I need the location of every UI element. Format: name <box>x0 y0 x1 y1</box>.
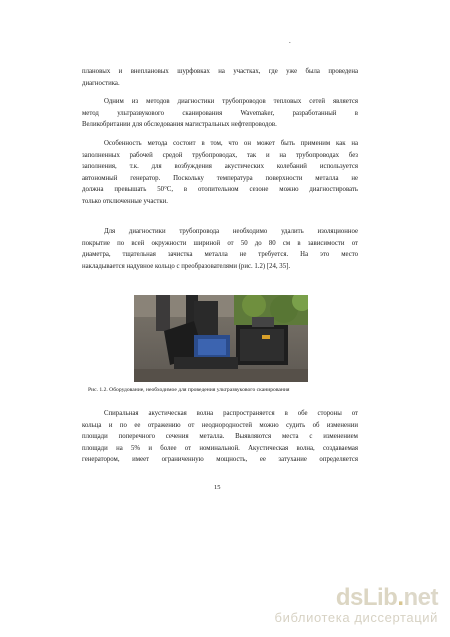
dslib-watermark <box>275 585 438 625</box>
page-number: 15 <box>214 484 221 491</box>
text-line: метод ультразвукового сканирования Wavemaker, разработанный в <box>82 109 358 117</box>
text-line: площади поперечного сечения металла. Выявляются места с изменением <box>82 433 358 441</box>
text-line: площади на 5% и более от номинальной. Акустическая волна, создаваемая <box>82 444 358 452</box>
text-line: автономный генератор. Поскольку температура поверхности металла не <box>82 174 358 182</box>
text-line: заполнения, т.к. для возбуждения акустических колебаний используется <box>82 163 358 171</box>
header-mark: . <box>289 37 291 45</box>
equipment-photo <box>134 295 308 382</box>
equipment-photo-image <box>134 295 308 382</box>
logo-part: dsLib <box>335 584 398 611</box>
paragraph-5 <box>82 408 358 466</box>
text-line: только отключенные участки. <box>82 197 168 205</box>
paragraph-2 <box>82 96 358 131</box>
text-line: генератором, имеет ограниченную мощность, ее затухание определяется <box>82 456 358 464</box>
text-line: Особенность метода состоит в том, что он может быть применим как на <box>104 140 358 147</box>
text-line: Для диагностики трубопровода необходимо удалить изоляционное <box>104 228 358 235</box>
text-line: покрытие по всей окружности шириной от 50 до 80 см в зависимости от <box>82 239 358 247</box>
watermark-subtitle: библиотека диссертаций <box>274 610 438 625</box>
paragraph-4 <box>82 226 358 272</box>
text-line: диагностика. <box>82 79 120 87</box>
dslib-logo <box>275 585 438 611</box>
text-line: плановых и внеплановых шурфовках на участках, где уже была проведена <box>82 68 358 75</box>
text-line: Великобритании для обследования магистральных нефтепроводов. <box>82 121 277 129</box>
paragraph-3 <box>82 138 358 208</box>
text-line: кольца и по ее отражению от неоднородностей можно судить об изменении <box>82 421 358 429</box>
text-line: Спиральная акустическая волна распространяется в обе стороны от <box>104 410 358 417</box>
text-line: Одним из методов диагностики трубопроводов тепловых сетей является <box>104 98 358 105</box>
figure-caption: Рис. 1.2. Оборудование, необходимое для проведения ультразвукового сканирования <box>88 387 290 393</box>
logo-part: . <box>397 584 404 611</box>
text-line: заполненных рабочей средой трубопроводах, так и на трубопроводах без <box>82 151 358 159</box>
text-line: накладывается надувное кольцо с преобразователями (рис. 1.2) [24, 35]. <box>82 262 291 270</box>
paragraph-1 <box>82 66 358 89</box>
text-line: диаметра, тщательная зачистка металла не требуется. На это место <box>82 251 358 259</box>
logo-part: net <box>403 584 438 611</box>
text-line: должна превышать 50°С, в отопительном сезоне можно диагностировать <box>82 186 358 194</box>
